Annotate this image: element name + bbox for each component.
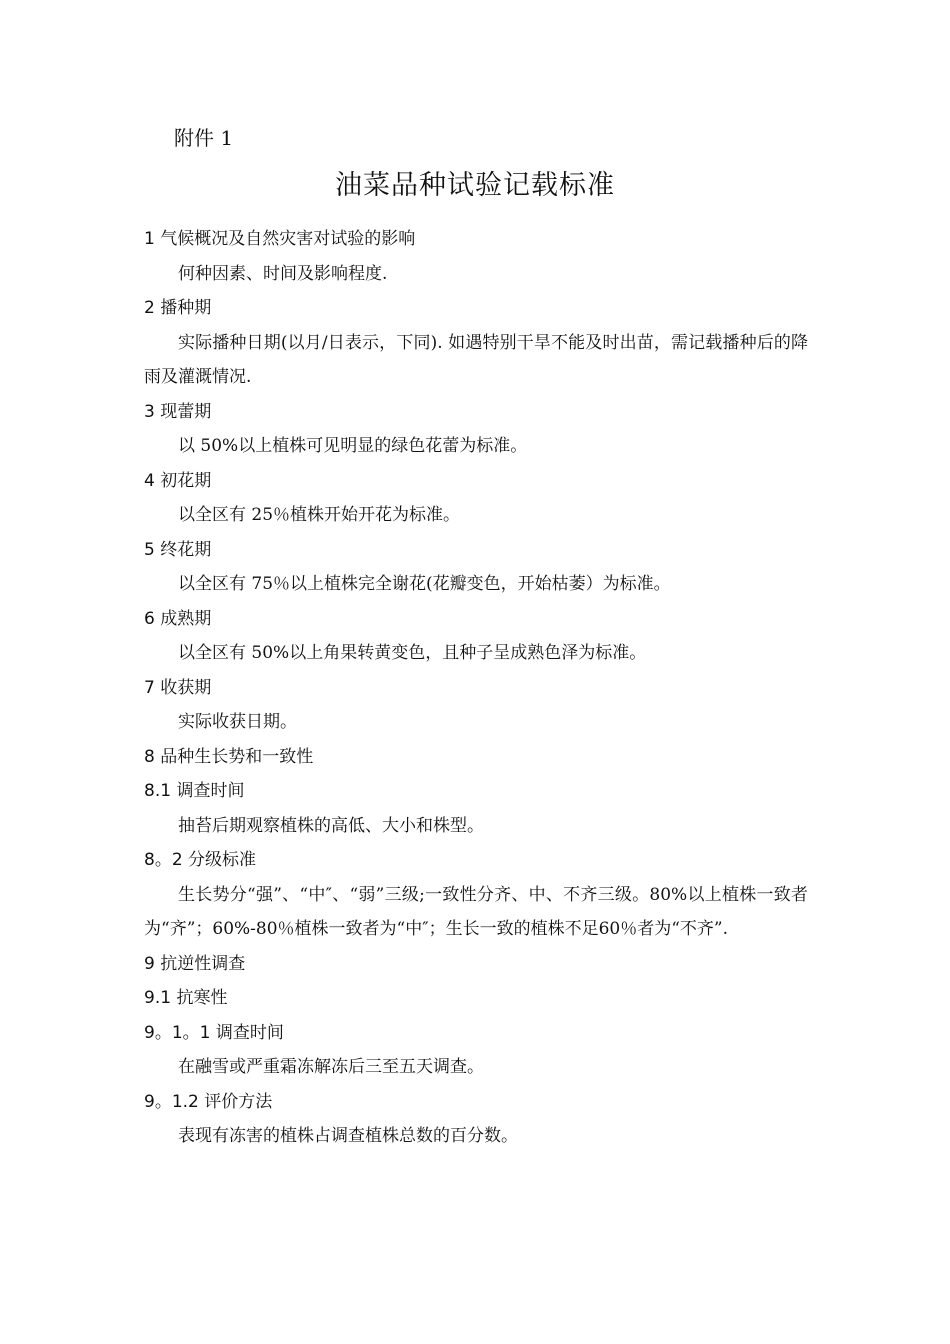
subsection-heading: 8。2 分级标准: [144, 850, 257, 870]
section-text: 以全区有 75％以上植株完全谢花(花瓣变色，开始枯萎）为标准。: [178, 574, 671, 594]
section-heading: 7 收获期: [144, 677, 212, 698]
section-text: 生长势分“强”、“中″、“弱”三级;一致性分齐、中、不齐三级。80%以上植株一致者为“齐”；60%-80％植株一致者为“中″；生长一致的植株不足60％者为“不齐”.: [144, 884, 808, 939]
section-heading: 1 气候概况及自然灾害对试验的影响: [144, 229, 416, 249]
subsection-heading: 9.1 抗寒性: [144, 988, 228, 1008]
section-heading: 3 现蕾期: [144, 401, 212, 422]
section-text: 以 50%以上植株可见明显的绿色花蕾为标准。: [178, 436, 528, 456]
section-text: 实际收获日期。: [178, 712, 297, 732]
document-title: 油菜品种试验记载标准: [335, 170, 615, 201]
section-heading: 8 品种生长势和一致性: [144, 746, 314, 767]
section-text: 表现有冻害的植株占调查植株总数的百分数。: [178, 1126, 518, 1146]
section-text: 在融雪或严重霜冻解冻后三至五天调查。: [178, 1057, 484, 1077]
subsection-heading: 9。1。1 调查时间: [144, 1022, 284, 1043]
section-text: 实际播种日期(以月/日表示，下同). 如遇特别干旱不能及时出苗，需记载播种后的降雨及灌溉情况.: [144, 332, 808, 387]
section-heading: 6 成熟期: [144, 608, 212, 629]
section-text: 抽苔后期观察植株的高低、大小和株型。: [178, 815, 484, 836]
section-heading: 2 播种期: [144, 298, 212, 318]
section-heading: 9 抗逆性调查: [144, 953, 246, 974]
subsection-heading: 9。1.2 评价方法: [144, 1091, 273, 1112]
section-heading: 4 初花期: [144, 470, 212, 491]
section-text: 以全区有 50%以上角果转黄变色，且种子呈成熟色泽为标准。: [178, 643, 647, 663]
document-body: [144, 222, 808, 1154]
section-heading: 5 终花期: [144, 539, 212, 560]
subsection-heading: 8.1 调查时间: [144, 781, 245, 801]
attachment-label: 附件 1: [174, 126, 234, 150]
section-text: 何种因素、时间及影响程度.: [178, 263, 388, 284]
section-text: 以全区有 25％植株开始开花为标准。: [178, 505, 461, 525]
